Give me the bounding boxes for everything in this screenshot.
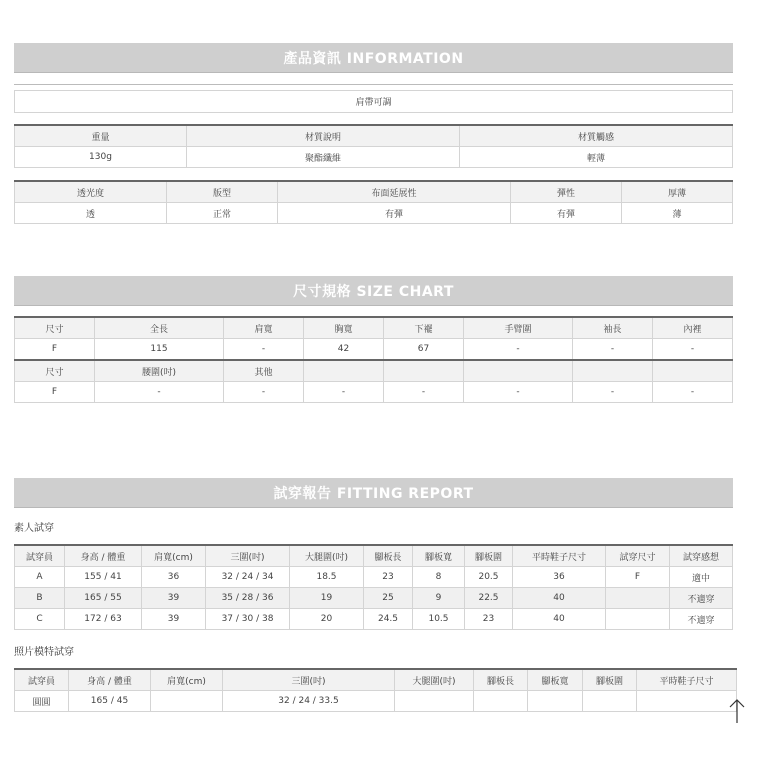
table-cell: 39 xyxy=(142,609,206,630)
table-header: 布面延展性 xyxy=(278,181,511,203)
table-cell: 透 xyxy=(15,203,167,224)
table-header: 版型 xyxy=(167,181,278,203)
table-cell: 37 / 30 / 38 xyxy=(206,609,290,630)
table-header: 腳板寬 xyxy=(528,669,583,691)
fitting-report-banner xyxy=(14,478,733,508)
table-cell: - xyxy=(464,339,573,361)
table-cell: 8 xyxy=(413,567,465,588)
table-header: 腳板寬 xyxy=(413,545,465,567)
table-header-row xyxy=(15,317,733,339)
table-cell: 20 xyxy=(290,609,364,630)
table-cell: - xyxy=(95,382,224,403)
table-cell xyxy=(637,691,737,712)
table-cell: 25 xyxy=(364,588,413,609)
model-label: 照片模特試穿 xyxy=(14,647,74,658)
amateur-label: 素人試穿 xyxy=(14,523,54,534)
size-chart-title: 尺寸規格 SIZE CHART xyxy=(293,283,454,300)
table-cell xyxy=(606,588,670,609)
table-cell: 10.5 xyxy=(413,609,465,630)
table-cell: 172 / 63 xyxy=(65,609,142,630)
table-cell: 39 xyxy=(142,588,206,609)
table-header: 透光度 xyxy=(15,181,167,203)
table-header: 厚薄 xyxy=(622,181,733,203)
table-cell: 圓圓 xyxy=(15,691,69,712)
table-cell: - xyxy=(384,382,464,403)
size-table xyxy=(14,316,733,403)
information-banner xyxy=(14,43,733,73)
table-header: 肩寬 xyxy=(224,317,304,339)
table-cell xyxy=(474,691,528,712)
table-cell: 19 xyxy=(290,588,364,609)
table-cell: - xyxy=(304,382,384,403)
table-cell: 有彈 xyxy=(278,203,511,224)
table-header: 平時鞋子尺寸 xyxy=(637,669,737,691)
table-cell: - xyxy=(224,382,304,403)
table-header: 試穿感想 xyxy=(670,545,733,567)
table-header: 尺寸 xyxy=(15,317,95,339)
table-cell: 20.5 xyxy=(465,567,513,588)
table-header: 肩寬(cm) xyxy=(142,545,206,567)
table-cell: 聚酯纖維 xyxy=(187,147,460,168)
table-cell: 適中 xyxy=(670,567,733,588)
table-cell: B xyxy=(15,588,65,609)
table-header: 手臂圍 xyxy=(464,317,573,339)
table-cell xyxy=(151,691,223,712)
table-cell: 40 xyxy=(513,609,606,630)
table-cell: F xyxy=(15,339,95,361)
table-header: 材質觸感 xyxy=(460,125,733,147)
table-header: 尺寸 xyxy=(15,360,95,382)
table-header: 腳板長 xyxy=(364,545,413,567)
table-cell: - xyxy=(653,339,733,361)
table-header: 三圍(吋) xyxy=(206,545,290,567)
table-header: 肩寬(cm) xyxy=(151,669,223,691)
table-cell: 不適穿 xyxy=(670,609,733,630)
table-cell: - xyxy=(573,382,653,403)
table-header: 平時鞋子尺寸 xyxy=(513,545,606,567)
divider xyxy=(14,84,733,85)
table-cell: 9 xyxy=(413,588,465,609)
table-row xyxy=(15,382,733,403)
table-row xyxy=(15,588,733,609)
table-row xyxy=(15,339,733,361)
table-row xyxy=(15,609,733,630)
table-header: 彈性 xyxy=(511,181,622,203)
table-cell: 67 xyxy=(384,339,464,361)
arrow-up-icon[interactable] xyxy=(728,698,746,724)
table-cell: 23 xyxy=(364,567,413,588)
table-header: 其他 xyxy=(224,360,304,382)
table-row xyxy=(15,691,737,712)
table-header xyxy=(384,360,464,382)
table-header: 全長 xyxy=(95,317,224,339)
table-header: 三圍(吋) xyxy=(223,669,395,691)
table-header: 大腿圍(吋) xyxy=(290,545,364,567)
table-cell: 36 xyxy=(142,567,206,588)
table-header: 腳板圍 xyxy=(465,545,513,567)
table-cell: 32 / 24 / 34 xyxy=(206,567,290,588)
table-cell: 23 xyxy=(465,609,513,630)
table-header: 內裡 xyxy=(653,317,733,339)
table-cell: 40 xyxy=(513,588,606,609)
table-header xyxy=(464,360,573,382)
table-cell: 24.5 xyxy=(364,609,413,630)
table-header: 腳板長 xyxy=(474,669,528,691)
table-header: 腰圍(吋) xyxy=(95,360,224,382)
table-cell: 正常 xyxy=(167,203,278,224)
table-cell: 22.5 xyxy=(465,588,513,609)
table-header xyxy=(304,360,384,382)
table-header: 材質說明 xyxy=(187,125,460,147)
table-header: 大腿圍(吋) xyxy=(395,669,474,691)
size-chart-banner xyxy=(14,276,733,306)
information-title: 產品資訊 INFORMATION xyxy=(283,50,464,67)
table-cell: F xyxy=(606,567,670,588)
table-header: 下襬 xyxy=(384,317,464,339)
table-header: 袖長 xyxy=(573,317,653,339)
table-cell: 32 / 24 / 33.5 xyxy=(223,691,395,712)
model-fitting-table xyxy=(14,668,737,712)
material-table xyxy=(14,124,733,168)
table-cell xyxy=(606,609,670,630)
table-cell: 有彈 xyxy=(511,203,622,224)
table-cell: 不適穿 xyxy=(670,588,733,609)
table-header: 試穿員 xyxy=(15,669,69,691)
note-table xyxy=(14,90,733,113)
table-cell: - xyxy=(653,382,733,403)
table-cell: 115 xyxy=(95,339,224,361)
note-cell: 肩帶可調 xyxy=(15,91,733,113)
table-header-row xyxy=(15,360,733,382)
table-cell: - xyxy=(573,339,653,361)
table-cell: A xyxy=(15,567,65,588)
table-cell: 35 / 28 / 36 xyxy=(206,588,290,609)
table-cell: 18.5 xyxy=(290,567,364,588)
table-row xyxy=(15,567,733,588)
table-header: 胸寬 xyxy=(304,317,384,339)
table-cell: 155 / 41 xyxy=(65,567,142,588)
table-cell: 42 xyxy=(304,339,384,361)
table-cell: - xyxy=(464,382,573,403)
table-cell: 130g xyxy=(15,147,187,168)
table-header-row xyxy=(15,669,737,691)
amateur-fitting-table xyxy=(14,544,733,630)
fitting-report-title: 試穿報告 FITTING REPORT xyxy=(273,485,474,502)
table-cell: 薄 xyxy=(622,203,733,224)
table-header: 重量 xyxy=(15,125,187,147)
table-header: 試穿員 xyxy=(15,545,65,567)
table-cell: F xyxy=(15,382,95,403)
table-header: 身高 / 體重 xyxy=(69,669,151,691)
table-cell: 輕薄 xyxy=(460,147,733,168)
table-cell: C xyxy=(15,609,65,630)
table-header xyxy=(653,360,733,382)
fabric-table xyxy=(14,180,733,224)
table-header xyxy=(573,360,653,382)
table-cell xyxy=(528,691,583,712)
table-header: 腳板圍 xyxy=(583,669,637,691)
table-cell: 36 xyxy=(513,567,606,588)
table-header: 試穿尺寸 xyxy=(606,545,670,567)
table-header-row xyxy=(15,545,733,567)
table-cell: - xyxy=(224,339,304,361)
table-cell: 165 / 55 xyxy=(65,588,142,609)
table-header: 身高 / 體重 xyxy=(65,545,142,567)
table-cell xyxy=(583,691,637,712)
table-cell xyxy=(395,691,474,712)
table-cell: 165 / 45 xyxy=(69,691,151,712)
